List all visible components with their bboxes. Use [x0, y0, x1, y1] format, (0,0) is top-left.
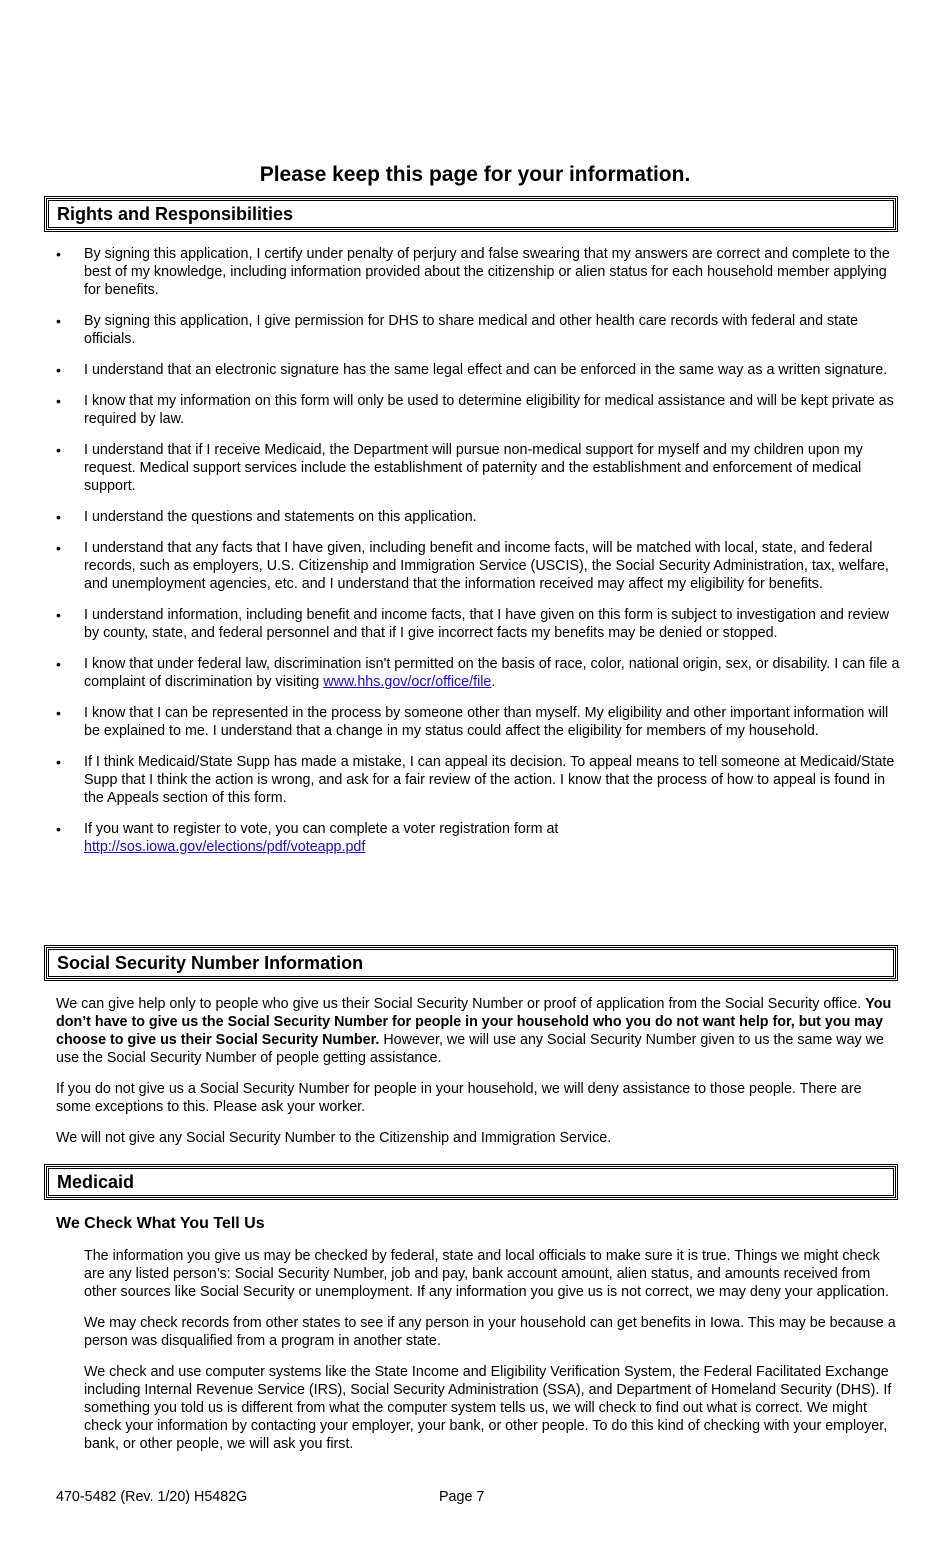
ssn-heading: Social Security Number Information: [57, 953, 364, 973]
medicaid-content: [84, 1247, 896, 1466]
rights-list-item: [56, 539, 900, 593]
bullet-icon: •: [56, 607, 61, 623]
ssn-p1-end: However, we will use any Social Security Number given to us the same way we use the Social Security Number of people getting assistance.: [56, 1032, 884, 1066]
medicaid-paragraph-1: The information you give us may be checked by federal, state and local officials to make sure it is true. Things we might check are any listed person’s: Social Security Number, job and pay, bank account amount, alien status, and amounts received from other sources like Social Security or unemployment. If any information you give us is not correct, we may deny your application.: [84, 1248, 889, 1300]
rights-list-item: [56, 441, 900, 495]
bullet-icon: •: [56, 393, 61, 409]
footer-form-id: 470-5482 (Rev. 1/20) H5482G: [56, 1489, 248, 1505]
bullet-icon: •: [56, 313, 61, 329]
ssn-p1-bold: You don’t have to give us the Social Security Number for people in your household who you do not want help for, but you may choose to give us their Social Security Number.: [56, 996, 892, 1048]
medicaid-paragraph-3: We check and use computer systems like the State Income and Eligibility Verification System, the Federal Facilitated Exchange including Internal Revenue Service (IRS), Social Security Administration (SSA), and Department of Homeland Security (DHS). If something you told us is different from what the computer system tells us, we will check to find out what is correct. We might check your information by contacting your employer, your bank, or other people. To do this kind of checking with your employer, bank, or other people, we will ask you first.: [84, 1364, 892, 1452]
page-title: Please keep this page for your information.: [259, 163, 691, 186]
rights-heading: Rights and Responsibilities: [57, 204, 294, 224]
rights-section-header: [44, 196, 898, 232]
medicaid-subheading: We Check What You Tell Us: [56, 1215, 265, 1232]
rights-item-text: If you want to register to vote, you can complete a voter registration form at: [84, 821, 559, 837]
rights-list-item: [56, 508, 900, 526]
rights-item-text: By signing this application, I certify under penalty of perjury and false swearing that my answers are correct and complete to the best of my knowledge, including information provided about the citizenship or alien status for each household member applying for benefits.: [84, 246, 890, 298]
bullet-icon: •: [56, 754, 61, 770]
rights-list-item: [56, 361, 900, 379]
rights-item-after: .: [491, 674, 496, 690]
bullet-icon: •: [56, 821, 61, 837]
bullet-icon: •: [56, 442, 61, 458]
medicaid-section-header: [44, 1164, 898, 1200]
rights-list-item: [56, 606, 900, 642]
medicaid-heading: Medicaid: [57, 1172, 135, 1192]
rights-item-text: I know that I can be represented in the process by someone other than myself. My eligibility and other important information will be explained to me. I understand that a change in my status could affect the eligibility for members of my household.: [84, 705, 889, 739]
bullet-icon: •: [56, 656, 61, 672]
medicaid-paragraph-2: We may check records from other states to see if any person in your household can get benefits in Iowa. This may be because a person was disqualified from a program in another state.: [84, 1315, 896, 1349]
ssn-paragraph-2: If you do not give us a Social Security Number for people in your household, we will deny assistance to those people. There are some exceptions to this. Please ask your worker.: [56, 1081, 862, 1115]
rights-item-text: By signing this application, I give permission for DHS to share medical and other health care records with federal and state officials.: [84, 313, 859, 347]
ssn-paragraph-1: [56, 995, 894, 1067]
rights-item-text: I understand that if I receive Medicaid, the Department will pursue non-medical support for myself and my children upon my request. Medical support services include the establishment of paternity and the establishment and enforcement of medical support.: [84, 442, 863, 494]
ssn-p1-start: We can give help only to people who give us their Social Security Number or proof of application from the Social Security office.: [56, 996, 866, 1012]
rights-list-item: [56, 704, 900, 740]
footer-page-number: Page 7: [439, 1489, 485, 1505]
ssn-content: [56, 995, 894, 1160]
bullet-icon: •: [56, 362, 61, 378]
bullet-icon: •: [56, 246, 61, 262]
rights-list-item: [56, 392, 900, 428]
rights-list-item: [56, 820, 900, 856]
rights-list-item: [56, 245, 900, 299]
bullet-icon: •: [56, 509, 61, 525]
rights-item-text: I understand that any facts that I have given, including benefit and income facts, will be matched with local, state, and federal records, such as employers, U.S. Citizenship and Immigration Service (USCIS), the Social Security Administration, tax, welfare, and unemployment agencies, etc. and I understand that the information received may affect my eligibility for benefits.: [84, 540, 889, 592]
rights-list-item: [56, 753, 900, 807]
rights-item-text: I understand the questions and statements on this application.: [84, 509, 477, 525]
rights-list-item: [56, 655, 900, 691]
rights-item-text: I understand information, including benefit and income facts, that I have given on this form is subject to investigation and review by county, state, and federal personnel and that if I give incorrect facts my benefits may be denied or stopped.: [84, 607, 890, 641]
rights-item-link[interactable]: http://sos.iowa.gov/elections/pdf/voteapp.pdf: [84, 839, 366, 855]
rights-item-text: I understand that an electronic signature has the same legal effect and can be enforced in the same way as a written signature.: [84, 362, 888, 378]
rights-list: [56, 245, 900, 869]
bullet-icon: •: [56, 540, 61, 556]
ssn-paragraph-3: We will not give any Social Security Number to the Citizenship and Immigration Service.: [56, 1130, 612, 1146]
rights-item-text: I know that under federal law, discrimination isn't permitted on the basis of race, color, national origin, sex, or disability. I can file a complaint of discrimination by visiting: [84, 656, 900, 690]
rights-list-item: [56, 312, 900, 348]
rights-item-text: If I think Medicaid/State Supp has made a mistake, I can appeal its decision. To appeal means to tell someone at Medicaid/State Supp that I think the action is wrong, and ask for a fair review of the action. I know that the process of how to appeal is found in the Appeals section of this form.: [84, 754, 895, 806]
rights-item-text: I know that my information on this form will only be used to determine eligibility for medical assistance and will be kept private as required by law.: [84, 393, 894, 427]
rights-item-link[interactable]: www.hhs.gov/ocr/office/file: [323, 674, 492, 690]
ssn-section-header: [44, 945, 898, 981]
bullet-icon: •: [56, 705, 61, 721]
